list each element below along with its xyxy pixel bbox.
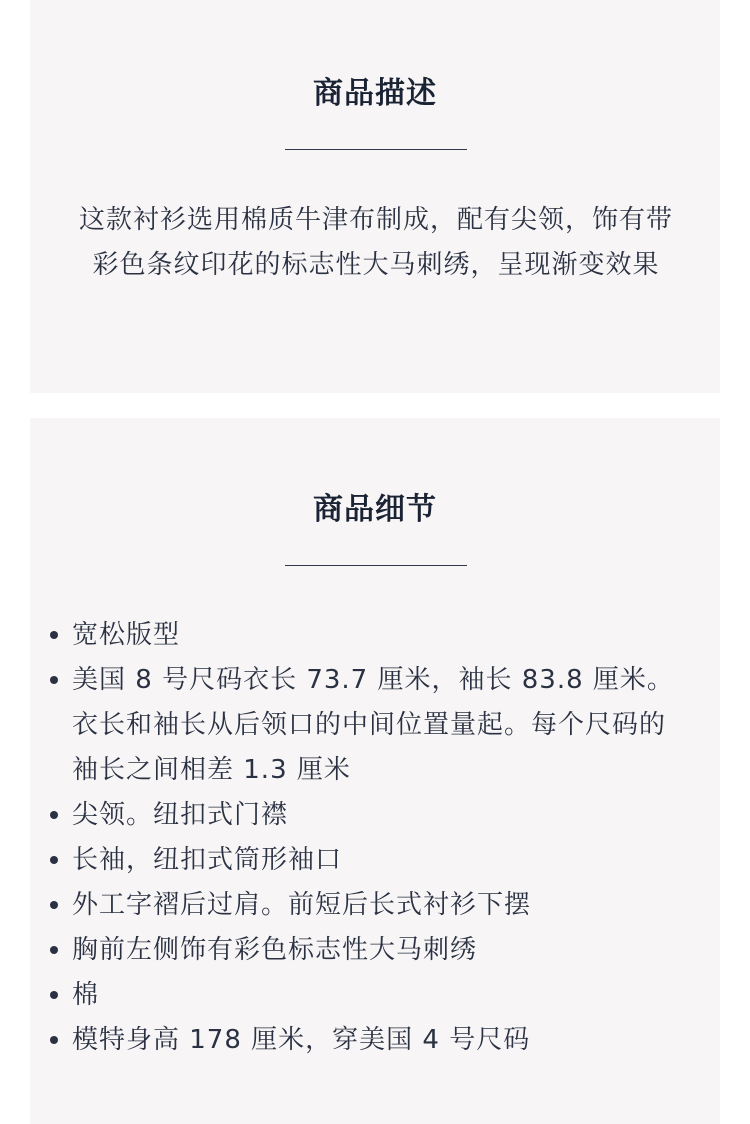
bullet-icon bbox=[50, 856, 58, 864]
description-divider bbox=[285, 149, 467, 150]
list-item bbox=[72, 973, 684, 1018]
list-item bbox=[72, 928, 684, 973]
list-item bbox=[72, 793, 684, 838]
details-title: 商品细节 bbox=[313, 492, 437, 527]
list-item bbox=[72, 613, 684, 658]
list-item-text: 棉 bbox=[72, 980, 100, 1010]
bullet-icon bbox=[50, 811, 58, 819]
bullet-icon bbox=[50, 1036, 58, 1044]
bullet-icon bbox=[50, 946, 58, 954]
list-item-text: 美国 8 号尺码衣长 73.7 厘米，袖长 83.8 厘米。衣长和袖长从后领口的中间位置量起。每个尺码的袖长之间相差 1.3 厘米 bbox=[72, 665, 674, 785]
list-item-text: 尖领。纽扣式门襟 bbox=[72, 800, 289, 830]
product-description-card bbox=[30, 0, 720, 393]
list-item-text: 模特身高 178 厘米，穿美国 4 号尺码 bbox=[72, 1025, 531, 1055]
bullet-icon bbox=[50, 901, 58, 909]
details-divider bbox=[285, 565, 467, 566]
list-item-text: 外工字褶后过肩。前短后长式衬衫下摆 bbox=[72, 890, 532, 920]
list-item bbox=[72, 658, 684, 793]
list-item-text: 宽松版型 bbox=[72, 620, 181, 650]
description-title: 商品描述 bbox=[313, 76, 437, 111]
list-item-text: 胸前左侧饰有彩色标志性大马刺绣 bbox=[72, 935, 478, 965]
bullet-icon bbox=[50, 991, 58, 999]
description-text: 这款衬衫选用棉质牛津布制成，配有尖领，饰有带彩色条纹印花的标志性大马刺绣，呈现渐变效果 bbox=[78, 205, 673, 280]
product-details-card bbox=[30, 418, 720, 1124]
list-item bbox=[72, 1018, 684, 1063]
list-item bbox=[72, 883, 684, 928]
bullet-icon bbox=[50, 631, 58, 639]
list-item-text: 长袖，纽扣式筒形袖口 bbox=[72, 845, 343, 875]
bullet-icon bbox=[50, 676, 58, 684]
details-list bbox=[72, 613, 684, 1063]
list-item bbox=[72, 838, 684, 883]
